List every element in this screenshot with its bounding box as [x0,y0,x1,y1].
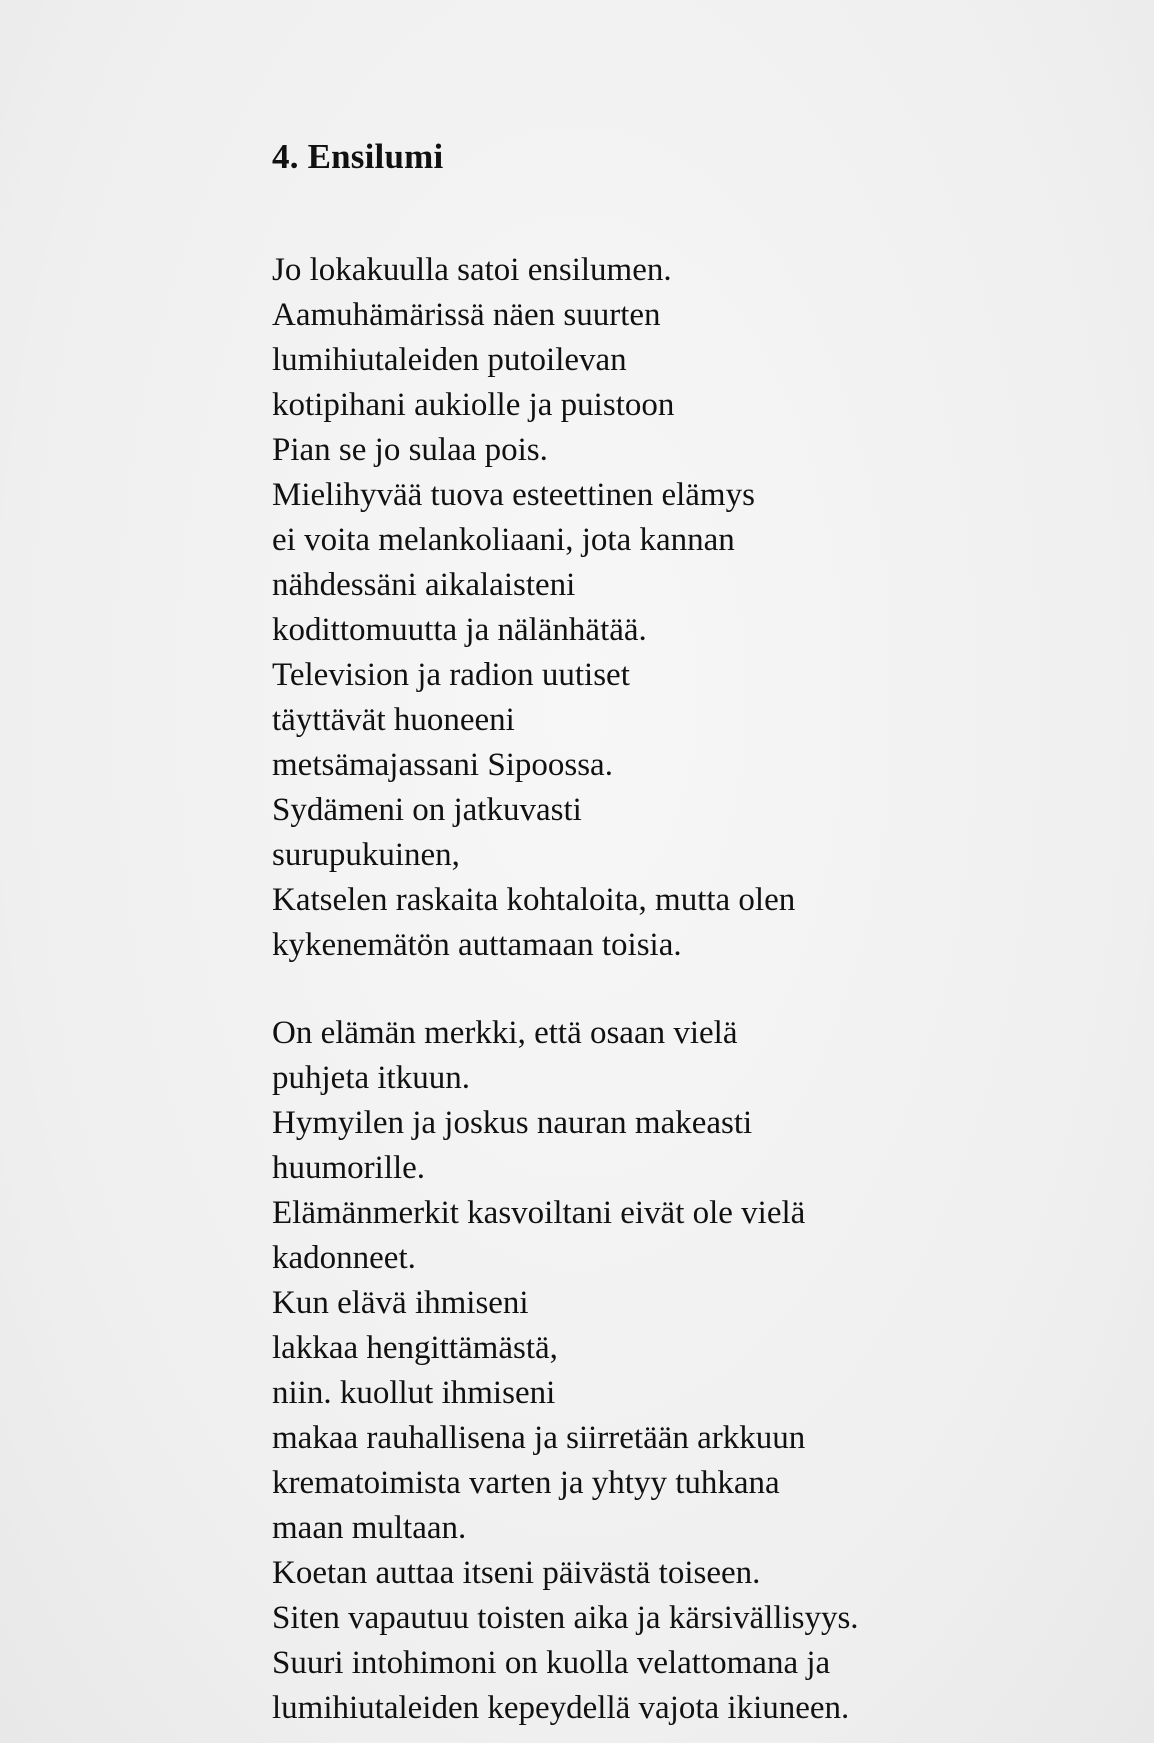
poem-line: surupukuinen, [272,837,460,873]
poem-line: On elämän merkki, että osaan vielä [272,1015,738,1051]
poem-line: kodittomuutta ja nälänhätää. [272,612,647,648]
poem-line: Sydämeni on jatkuvasti [272,792,582,828]
poem-line: metsämajassani Sipoossa. [272,747,613,783]
poem-line: Jo lokakuulla satoi ensilumen. [272,252,672,288]
poem-line: Kun elävä ihmiseni [272,1285,529,1321]
poem-line: Mielihyvää tuova esteettinen elämys [272,477,755,513]
stanza-1 [272,248,1072,968]
poem-line: täyttävät huoneeni [272,702,515,738]
poem-line: Television ja radion uutiset [272,657,630,693]
poem-line: kotipihani aukiolle ja puistoon [272,387,675,423]
poem-line: lumihiutaleiden kepeydellä vajota ikiuneen. [272,1690,850,1726]
poem-line: huumorille. [272,1150,426,1186]
poem-title: 4. Ensilumi [272,137,444,176]
poem-line: kadonneet. [272,1240,416,1276]
poem-line: Siten vapautuu toisten aika ja kärsivällisyys. [272,1600,859,1636]
poem [272,136,1072,1731]
poem-line: nähdessäni aikalaisteni [272,567,576,603]
poem-line: ei voita melankoliaani, jota kannan [272,522,735,558]
poem-line: makaa rauhallisena ja siirretään arkkuun [272,1420,806,1456]
poem-line: Pian se jo sulaa pois. [272,432,548,468]
poem-line: lakkaa hengittämästä, [272,1330,558,1366]
poem-line: kykenemätön auttamaan toisia. [272,927,682,963]
stanza-2 [272,1011,1072,1731]
poem-line: Elämänmerkit kasvoiltani eivät ole vielä [272,1195,806,1231]
poem-line: Katselen raskaita kohtaloita, mutta olen [272,882,796,918]
poem-line: Koetan auttaa itseni päivästä toiseen. [272,1555,761,1591]
poem-line: krematoimista varten ja yhtyy tuhkana [272,1465,780,1501]
poem-line: Hymyilen ja joskus nauran makeasti [272,1105,753,1141]
poem-line: niin. kuollut ihmiseni [272,1375,556,1411]
poem-line: lumihiutaleiden putoilevan [272,342,627,378]
poem-line: maan multaan. [272,1510,467,1546]
poem-line: puhjeta itkuun. [272,1060,470,1096]
poem-line: Suuri intohimoni on kuolla velattomana ja [272,1645,831,1681]
poem-line: Aamuhämärissä näen suurten [272,297,661,333]
